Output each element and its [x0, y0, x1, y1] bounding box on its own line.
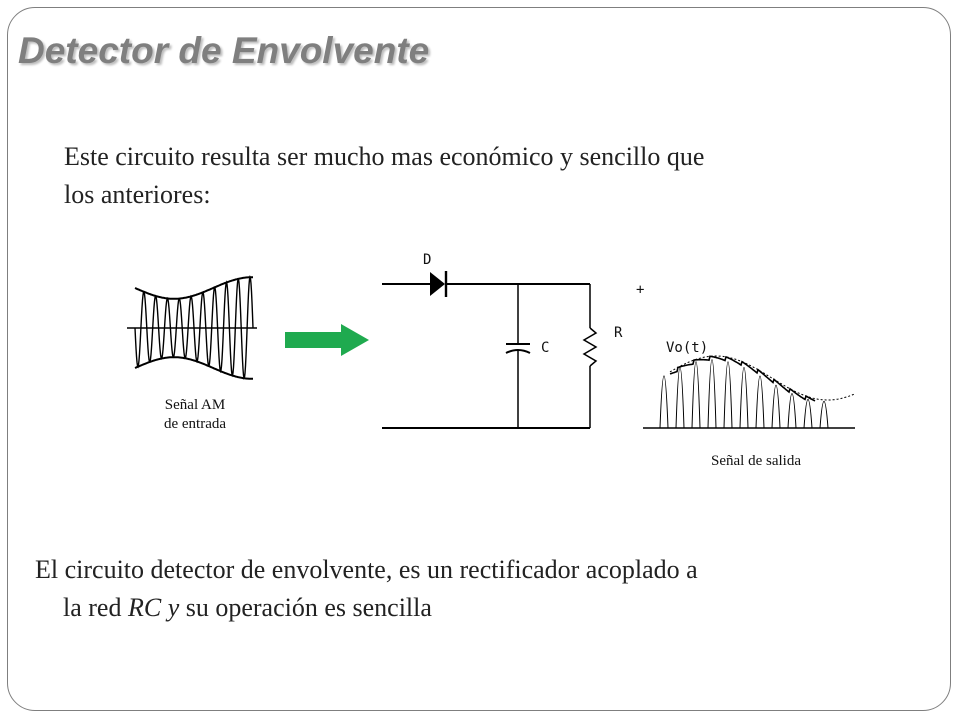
plus-label: +: [636, 282, 645, 298]
closing-line-1: El circuito detector de envolvente, es un rectificador acoplado a: [35, 555, 698, 584]
input-caption-line-2: de entrada: [163, 416, 227, 432]
resistor-symbol: [584, 328, 596, 366]
slide-title: Detector de Envolvente: [18, 30, 430, 71]
resistor-label: R: [614, 325, 623, 341]
closing-line-2: [35, 589, 921, 627]
output-caption: Señal de salida: [711, 453, 801, 469]
diode-symbol: [430, 272, 445, 296]
closing-paragraph: [35, 551, 921, 627]
output-voltage-label: Vo(t): [666, 340, 709, 356]
closing-line-2-em: RC y: [127, 593, 180, 622]
am-input-signal: [125, 272, 265, 382]
diode-label: D: [423, 252, 432, 268]
intro-line-1: Este circuito resulta ser mucho mas económico y sencillo que: [64, 142, 705, 171]
intro-paragraph: [64, 138, 919, 214]
input-caption-line-1: Señal AM: [164, 397, 226, 413]
envelope-detector-circuit: [378, 250, 638, 440]
intro-line-2: los anteriores:: [64, 180, 211, 209]
capacitor-label: C: [541, 340, 550, 356]
closing-line-2-b: su operación es sencilla: [179, 593, 432, 622]
arrow-right-icon: [283, 320, 373, 360]
input-caption: [140, 396, 250, 434]
closing-line-2-a: la red: [63, 593, 128, 622]
